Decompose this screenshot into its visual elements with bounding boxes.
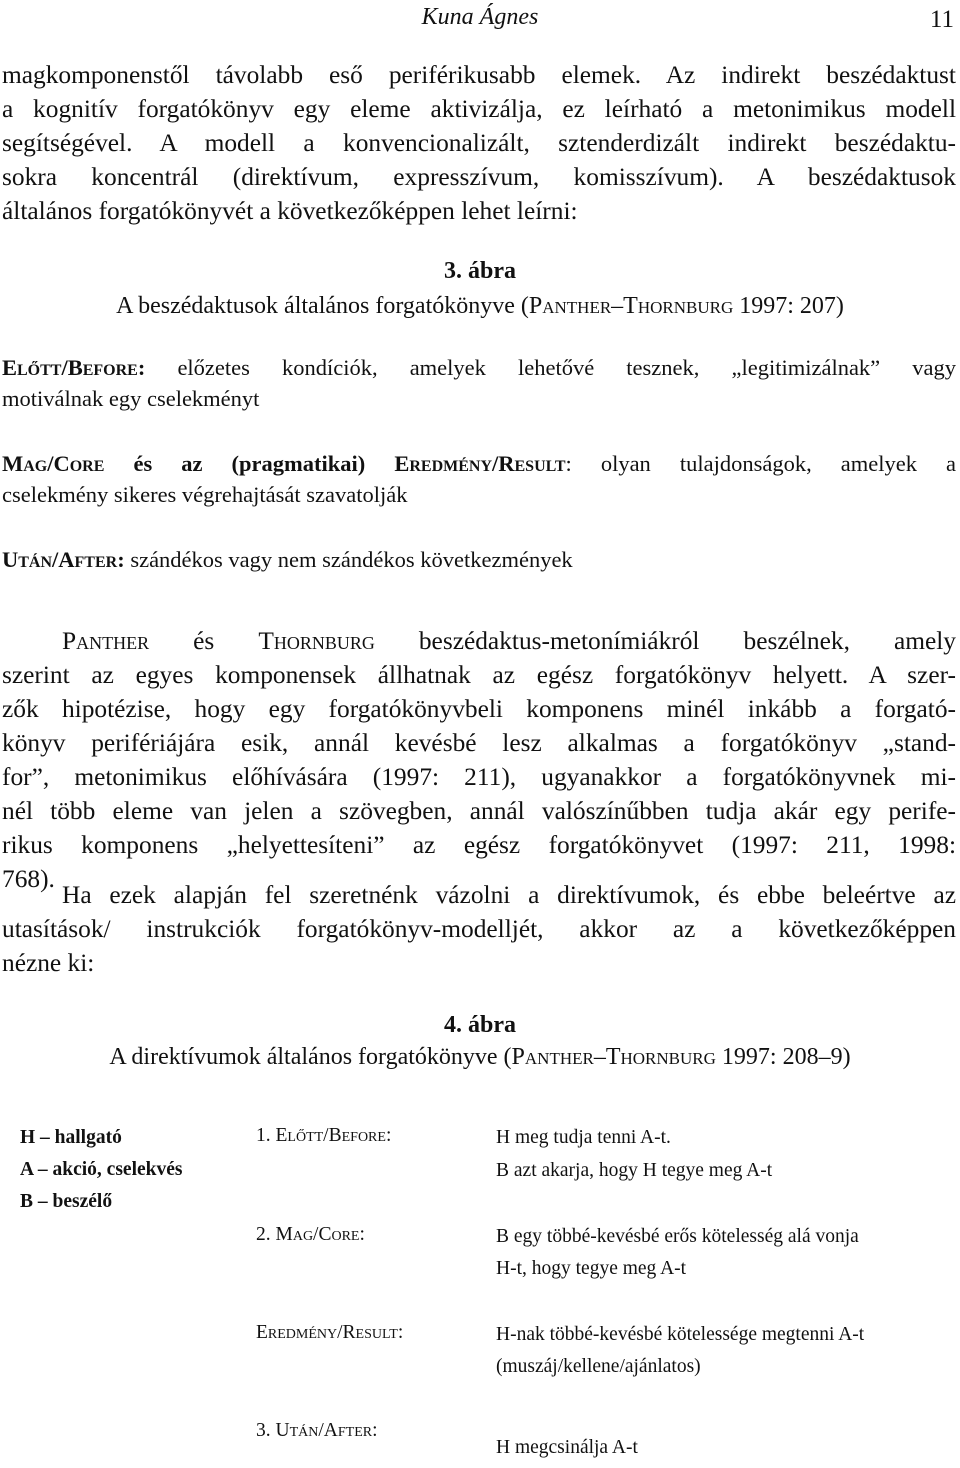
caption-citation: 1997: 208–9)	[715, 1044, 851, 1070]
paragraph-2	[2, 624, 956, 896]
text-line: a kognitív forgatókönyv egy eleme aktivizálja, ez leírható a metonimikus modell	[2, 95, 956, 123]
stage-core-value-2: H-t, hogy tegye meg A-t	[496, 1258, 687, 1279]
def-text: előzetes kondíciók, amelyek lehetővé tesznek, „legitimizálnak” vagy	[145, 355, 956, 380]
def-text: szándékos vagy nem szándékos következmények	[124, 547, 573, 572]
text-line: nézne ki:	[2, 949, 95, 977]
stage-result-label	[256, 1322, 403, 1344]
text-line: segítségével. A modell a konvencionalizált, sztenderdizált indirekt beszédaktu-	[2, 129, 956, 157]
caption-text: A direktívumok általános forgatókönyve (	[109, 1044, 512, 1070]
figure-3-caption	[0, 293, 960, 320]
author-name: Thornburg	[258, 627, 375, 655]
text-line	[2, 544, 956, 575]
stage-before-label	[256, 1125, 391, 1147]
author-name: Panther	[62, 627, 150, 655]
legend-item: H – hallgató	[20, 1127, 122, 1148]
text-line: sokra koncentrál (direktívum, expresszívum, komisszívum). A beszédaktusok	[2, 163, 956, 191]
def-text: : olyan tulajdonságok, amelyek a	[565, 451, 957, 476]
stage-name: Eredmény/Result:	[256, 1322, 404, 1343]
caption-text: A beszédaktusok általános forgatókönyve (	[116, 293, 529, 319]
stage-result-value-2: (muszáj/kellene/ajánlatos)	[496, 1356, 701, 1377]
stage-after-value: H megcsinálja A-t	[496, 1437, 638, 1458]
definition-before	[2, 352, 956, 414]
stage-name: Előtt/Before:	[275, 1125, 392, 1146]
figure-4-caption	[0, 1044, 960, 1071]
text-line: for”, metonimikus előhívására (1997: 211), ugyanakkor a forgatókönyvnek mi-	[2, 763, 956, 791]
paragraph-1	[2, 58, 956, 228]
term-core: Mag/Core	[2, 451, 105, 476]
text-line: általános forgatókönyvét a következőképpen lehet leírni:	[2, 197, 578, 225]
text-line: Ha ezek alapján fel szeretnénk vázolni a direktívumok, és ebbe beleértve az	[62, 881, 956, 909]
definition-after	[2, 544, 956, 575]
text-line: könyv perifériájára esik, annál kevésbé lesz alkalmas a forgatókönyv „stand-	[2, 729, 956, 757]
text-line: cselekmény sikeres végrehajtását szavatolják	[2, 482, 408, 507]
text-line: szerint az egyes komponensek állhatnak az egész forgatókönyv helyett. A szer-	[2, 661, 956, 689]
stage-result-value-1: H-nak többé-kevésbé kötelessége megtenni A-t	[496, 1324, 865, 1345]
text-fragment: beszédaktus-metonímiákról beszélnek, amely	[374, 627, 956, 655]
legend-item: B – beszélő	[20, 1191, 113, 1212]
stage-before-value-1: H meg tudja tenni A-t.	[496, 1127, 671, 1148]
figure-3-title: 3. ábra	[444, 258, 516, 284]
term-before: Előtt/Before:	[2, 355, 146, 380]
stage-number: 3.	[256, 1420, 276, 1441]
text-line	[2, 448, 956, 479]
text-line: utasítások/ instrukciók forgatókönyv-modelljét, akkor az a következőképpen	[2, 915, 956, 943]
figure-4-title: 4. ábra	[444, 1012, 516, 1038]
stage-after-label	[256, 1420, 378, 1442]
text-line: magkomponenstől távolabb eső periférikusabb elemek. Az indirekt beszédaktust	[2, 61, 956, 89]
text-line: rikus komponens „helyettesíteni” az egész forgatókönyvet (1997: 211, 1998:	[2, 831, 956, 859]
text-line	[2, 352, 956, 383]
term-after: Után/After:	[2, 547, 125, 572]
stage-name: Mag/Core:	[275, 1224, 365, 1245]
stage-before-value-2: B azt akarja, hogy H tegye meg A-t	[496, 1160, 773, 1181]
text-line: zők hipotézise, hogy egy forgatókönyvbeli komponens minél inkább a forgató-	[2, 695, 956, 723]
term-result: Eredmény/Result	[394, 451, 566, 476]
text-fragment: és	[149, 627, 259, 655]
definition-core-result	[2, 448, 956, 510]
legend-item: A – akció, cselekvés	[20, 1159, 183, 1180]
stage-number: 2.	[256, 1224, 276, 1245]
running-header-author: Kuna Ágnes	[421, 4, 539, 30]
caption-authors: Panther–Thornburg	[528, 293, 734, 319]
stage-number: 1.	[256, 1125, 276, 1146]
stage-core-value-1: B egy többé-kevésbé erős kötelesség alá vonja	[496, 1226, 859, 1247]
caption-authors: Panther–Thornburg	[511, 1044, 716, 1070]
text-line: 768).	[2, 865, 55, 893]
page-number: 11	[929, 6, 954, 33]
text-line: nél több eleme van jelen a szövegben, annál valószínűbben tudja akár egy perife-	[2, 797, 956, 825]
text-line	[2, 624, 956, 658]
term-connector: és az (pragmatikai)	[104, 451, 395, 476]
stage-core-label	[256, 1224, 365, 1246]
caption-citation: 1997: 207)	[733, 293, 844, 319]
stage-name: Után/After:	[275, 1420, 378, 1441]
paragraph-3	[2, 878, 956, 980]
abbreviation-legend	[20, 1122, 182, 1218]
text-line: motiválnak egy cselekményt	[2, 386, 260, 411]
